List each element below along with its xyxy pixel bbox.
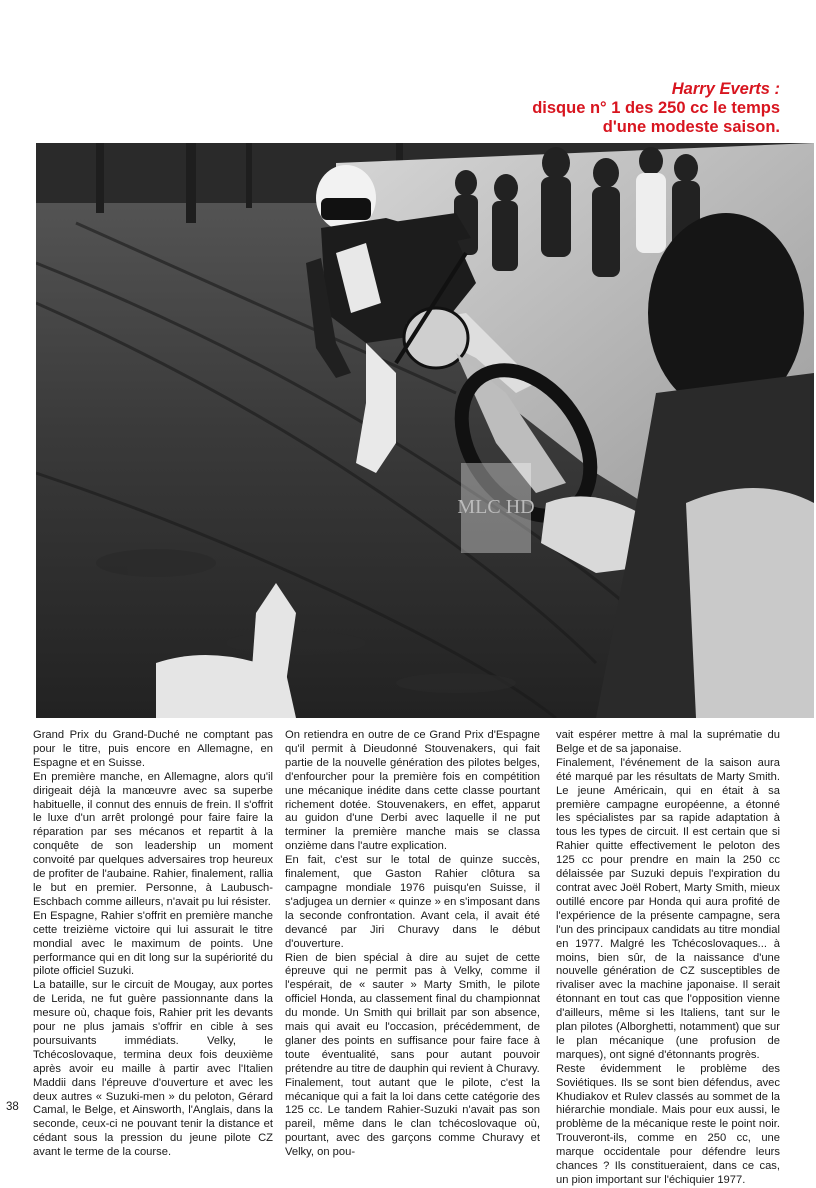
motocross-photo (36, 143, 814, 718)
caption-line-1: Harry Everts : (671, 80, 780, 98)
text-column-2 (285, 729, 540, 1160)
paragraph: vait espérer mettre à mal la suprématie du Belge et de sa japonaise. (556, 729, 780, 755)
paragraph: La bataille, sur le circuit de Mougay, aux portes de Lerida, ne fut guère passionnante dans la mesure où, chaque fois, Rahier prit les devants pour ne plus jamais s'offrir en cible à ses poursuivants immédiats. Velky, le Tchécoslovaque, termina deux fois deuxième après avoir eu maille à partir avec l'Italien Maddii dans l'épreuve d'ouverture et avec les deux autres « Suzuki-men » du peloton, Gérard Camal, le Belge, et Ainsworth, l'Anglais, dans la seconde, ceux-ci ne pouvant tenir la distance et cédant sous la pression du jeune pilote CZ avant le terme de la course. (33, 979, 273, 1159)
paragraph: Finalement, tout autant que le pilote, c'est la mécanique qui a fait la loi dans cette catégorie des 125 cc. Le tandem Rahier-Suzuki n'avait pas son pareil, même dans le clan tchécoslovaque où, pourtant, avec des garçons comme Churavy et Velky, on pou- (285, 1076, 540, 1159)
text-column-3 (556, 729, 780, 1188)
caption-line-3: d'une modeste saison. (602, 118, 780, 136)
paragraph: En première manche, en Allemagne, alors qu'il dirigeait déjà la manœuvre avec sa superbe habituelle, il connut des ennuis de frein. Il s'offrit le luxe d'un arrêt prolongé pour faire faire la réparation par ses mécanos et repartit à la conquête de son leadership un moment convoité par quelques adversaires trop heureux de profiter de l'aubaine. Rahier, finalement, rallia le but en premier. Personne, à Laubusch-Eschbach comme ailleurs, n'avait pu lui résister. (33, 770, 273, 908)
paragraph: Rien de bien spécial à dire au sujet de cette épreuve qui ne permit pas à Velky, comme il l'espérait, de « sauter » Marty Smith, le pilote officiel Honda, au classement final du championnat du monde. Un Smith qui brillait par son absence, mais qui avait eu l'occasion, précédemment, de glaner des points en suffisance pour faire face à toute éventualité, sans pour autant pouvoir prétendre au titre de dauphin qui revient à Churavy. (285, 951, 540, 1075)
paragraph: Grand Prix du Grand-Duché ne comptant pas pour le titre, puis encore en Allemagne, en Espagne et en Suisse. (33, 729, 273, 769)
paragraph: Reste évidemment le problème des Soviétiques. Ils se sont bien défendus, avec Khudiakov et Rulev classés au sommet de la hiérarchie mondiale. Mais pour eux aussi, le problème de la mécanique reste le point noir. Trouveront-ils, comme en 250 cc, une marque occidentale pour défendre leurs chances ? Ils constitueraient, dans ce cas, un pion important sur l'échiquier 1977. (556, 1062, 780, 1186)
paragraph: En fait, c'est sur le total de quinze succès, finalement, que Gaston Rahier clôtura sa campagne mondiale 1976 puisqu'en Suisse, il s'adjugea un dernier « quinze » en s'imposant dans la seconde confrontation. Avant cela, il avait été devancé par Jiri Churavy dans le début d'ouverture. (285, 854, 540, 950)
photo-watermark: MLC HD (457, 496, 535, 518)
paragraph: En Espagne, Rahier s'offrit en première manche cette treizième victoire qui lui assurait le titre mondial avec le maximum de points. Une performance qui en dit long sur la supériorité du pilote officiel Suzuki. (33, 909, 273, 978)
page-number: 38 (6, 1101, 19, 1113)
photo-caption (360, 80, 780, 137)
caption-line-2: disque n° 1 des 250 cc le temps (532, 99, 780, 117)
text-column-1 (33, 729, 273, 1160)
paragraph: On retiendra en outre de ce Grand Prix d'Espagne qu'il permit à Dieudonné Stouvenakers, qui fait partie de la nouvelle génération des pilotes belges, d'enfourcher pour la première fois en compétition une mécanique inédite dans cette classe pourtant richement dotée. Stouvenakers, en effet, apparut au guidon d'une Derbi avec laquelle il ne put terminer la première manche mais se classa onzième dans l'autre explication. (285, 729, 540, 853)
paragraph: Finalement, l'événement de la saison aura été marqué par les résultats de Marty Smith. Le jeune Américain, qui en était à sa première campagne européenne, a étonné les spécialistes par sa rapide adaptation à tous les types de circuit. Il est certain que si Rahier quitte effectivement le peloton des 125 cc pour prendre en main la 250 cc délaissée par Suzuki depuis l'expiration du contrat avec Joël Robert, Marty Smith, mieux outillé encore par Honda qui aura profité de l'expérience de la présente campagne, sera l'un des principaux candidats au titre mondial en 1977. Malgré les Tchécoslovaques... à moins, bien sûr, de la naissance d'une nouvelle génération de CZ susceptibles de rivaliser avec la machine japonaise. Il serait étonnant en tout cas que l'opposition vienne d'ailleurs, même si les Italiens, tant sur le plan pilotes (Alborghetti, notamment) que sur le plan mécanique (une profusion de marques), ont signé d'étonnants progrès. (556, 756, 780, 1061)
